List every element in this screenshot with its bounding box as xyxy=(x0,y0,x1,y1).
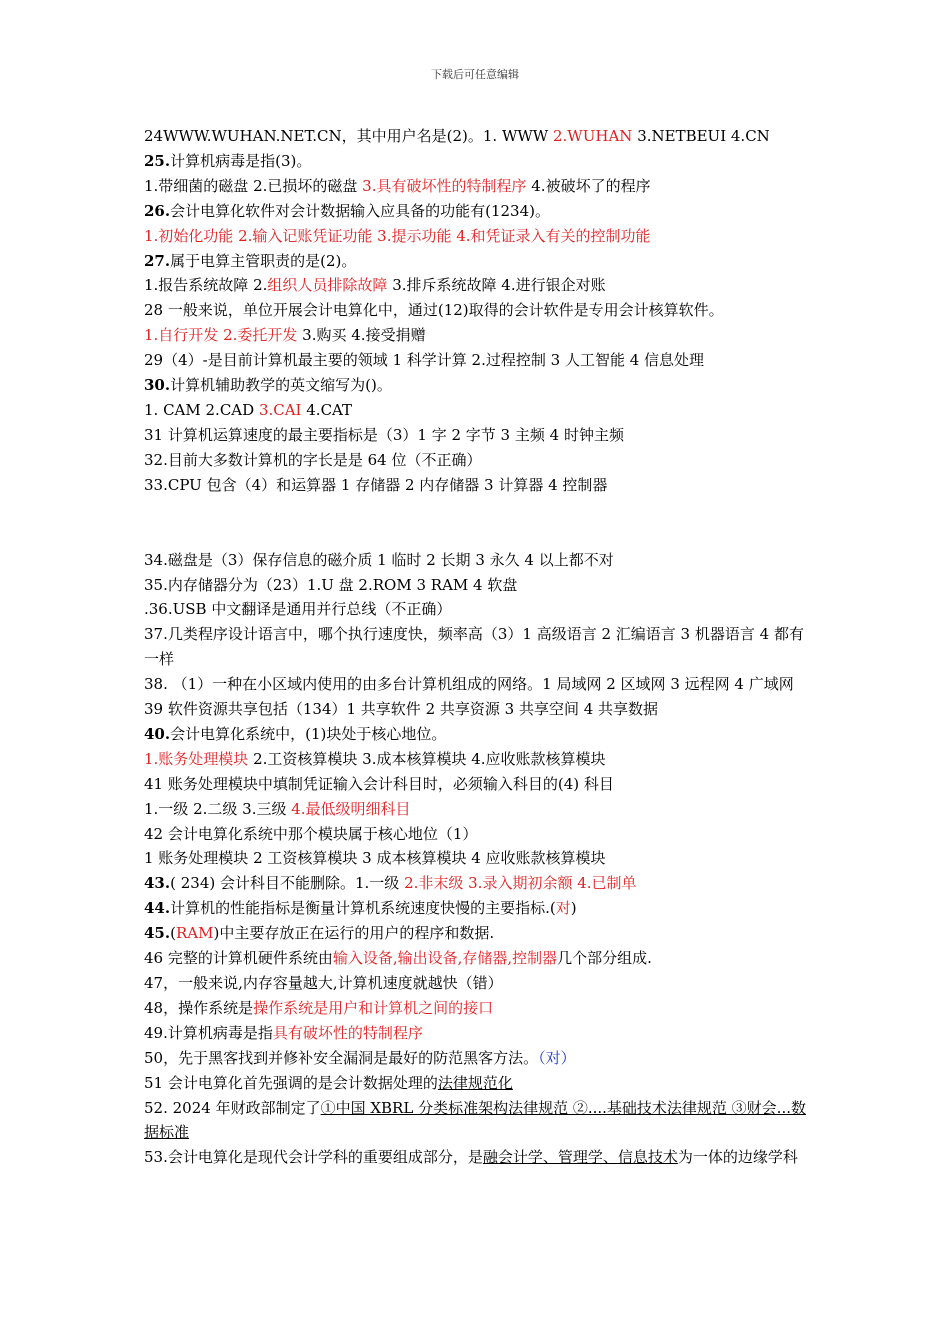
text-line xyxy=(144,174,808,199)
text-segment: 26. xyxy=(144,201,171,220)
text-line xyxy=(144,199,808,224)
text-segment: 4.被破坏了的程序 xyxy=(526,176,651,195)
text-line xyxy=(144,1145,808,1170)
text-segment: 会计电算化系统中，(1)块处于核心地位。 xyxy=(170,724,447,743)
text-segment: 计算机的性能指标是衡量计算机系统速度快慢的主要指标.( xyxy=(170,899,556,918)
text-line xyxy=(144,622,808,672)
text-segment: 25. xyxy=(144,151,171,170)
text-line xyxy=(144,398,808,423)
text-segment: 4.最低级明细科目 xyxy=(291,799,411,818)
text-segment: （对） xyxy=(538,1048,576,1067)
text-segment: 2.工资核算模块 3.成本核算模块 4.应收账款核算模块 xyxy=(248,749,606,768)
text-segment: 52. 2024 年财政部制定了 xyxy=(144,1098,321,1117)
text-line xyxy=(144,921,808,946)
text-segment: 27. xyxy=(144,251,171,270)
text-segment: 1.报告系统故障 2. xyxy=(144,276,268,295)
text-line xyxy=(144,1096,808,1146)
text-segment: 1.自行开发 2.委托开发 xyxy=(144,326,298,345)
text-line xyxy=(144,124,808,149)
text-segment: 31 计算机运算速度的最主要指标是（3）1 字 2 字节 3 主频 4 时钟主频 xyxy=(144,425,624,444)
text-segment: 法律规范化 xyxy=(437,1073,513,1092)
text-line xyxy=(144,373,808,398)
text-segment: 32.目前大多数计算机的字长是是 64 位（不正确） xyxy=(144,450,482,469)
text-segment: 50，先于黑客找到并修补安全漏洞是最好的防范黑客方法。 xyxy=(144,1048,539,1067)
text-segment: 为一体的边缘学科 xyxy=(677,1148,798,1167)
text-segment: 28 一般来说，单位开展会计电算化中，通过(12)取得的会计软件是专用会计核算软件。 xyxy=(144,301,724,320)
text-line xyxy=(144,448,808,473)
text-segment: 3.CAI xyxy=(258,400,302,419)
text-line xyxy=(144,871,808,896)
text-segment: ①中国 XBRL 分类标准架构法律规范 ②....基础技术法律规范 ③财会...数据标准 xyxy=(144,1098,806,1142)
blank-gap xyxy=(144,498,808,548)
text-segment: 操作系统是用户和计算机之间的接口 xyxy=(253,998,494,1017)
text-segment: 输入设备,输出设备,存储器,控制器 xyxy=(332,949,558,968)
text-segment: .36.USB 中文翻译是通用并行总线（不正确） xyxy=(144,600,452,619)
text-line xyxy=(144,722,808,747)
text-line xyxy=(144,273,808,298)
text-segment: 组织人员排除故障 xyxy=(267,276,388,295)
text-segment: 对 xyxy=(555,899,571,918)
text-segment: 46 完整的计算机硬件系统由 xyxy=(144,949,333,968)
text-segment: 41 账务处理模块中填制凭证输入会计科目时，必须输入科目的(4) 科目 xyxy=(144,774,614,793)
text-segment: 3.购买 4.接受捐赠 xyxy=(297,326,426,345)
text-line xyxy=(144,822,808,847)
text-line xyxy=(144,573,808,598)
text-segment: 44. xyxy=(144,899,171,918)
text-segment: 37.几类程序设计语言中，哪个执行速度快，频率高（3）1 高级语言 2 汇编语言 3 机器语言 4 都有一样 xyxy=(144,625,804,669)
text-segment: 1 账务处理模块 2 工资核算模块 3 成本核算模块 4 应收账款核算模块 xyxy=(144,849,606,868)
text-line xyxy=(144,747,808,772)
text-segment: 2.非末级 3.录入期初余额 4.已制单 xyxy=(404,874,637,893)
text-segment: 4.CAT xyxy=(301,400,353,419)
text-segment: 30. xyxy=(144,376,171,395)
text-segment: 42 会计电算化系统中那个模块属于核心地位（1） xyxy=(144,824,478,843)
text-line xyxy=(144,224,808,249)
text-segment: 1.初始化功能 2.输入记账凭证功能 3.提示功能 4.和凭证录入有关的控制功能 xyxy=(144,226,651,245)
text-segment: 49.计算机病毒是指 xyxy=(144,1023,273,1042)
text-segment: 40. xyxy=(144,724,171,743)
text-segment: 29（4）-是目前计算机最主要的领域 1 科学计算 2.过程控制 3 人工智能 4 信息处理 xyxy=(144,351,705,370)
text-line xyxy=(144,996,808,1021)
text-segment: 38. （1）一种在小区域内使用的由多台计算机组成的网络。1 局域网 2 区域网 3 远程网 4 广域网 xyxy=(144,675,794,694)
text-segment: 几个部分组成. xyxy=(557,949,652,968)
text-line xyxy=(144,298,808,323)
text-segment: 1. CAM 2.CAD xyxy=(144,400,259,419)
text-segment: 1.一级 2.二级 3.三级 xyxy=(144,799,292,818)
text-segment: 计算机病毒是指(3)。 xyxy=(170,151,312,170)
text-segment: 2.WUHAN xyxy=(553,127,633,145)
text-line xyxy=(144,548,808,573)
text-segment: 3.NETBEUI 4.CN xyxy=(632,127,770,145)
text-segment: 3.具有破坏性的特制程序 xyxy=(362,176,527,195)
document-body xyxy=(144,124,808,1170)
text-line xyxy=(144,348,808,373)
text-segment: 计算机辅助教学的英文缩写为()。 xyxy=(170,376,392,395)
text-line xyxy=(144,323,808,348)
text-segment: 具有破坏性的特制程序 xyxy=(272,1023,423,1042)
text-segment: 34.磁盘是（3）保存信息的磁介质 1 临时 2 长期 3 永久 4 以上都不对 xyxy=(144,550,614,569)
text-segment: 1.账务处理模块 xyxy=(144,749,249,768)
text-segment: RAM xyxy=(175,924,214,943)
text-line xyxy=(144,1071,808,1096)
text-segment: 35.内存储器分为（23）1.U 盘 2.ROM 3 RAM 4 软盘 xyxy=(144,575,518,594)
text-segment: ( 234) 会计科目不能删除。1.一级 xyxy=(170,874,405,893)
text-segment: 3.排斥系统故障 4.进行银企对账 xyxy=(387,276,606,295)
text-segment: 会计电算化软件对会计数据输入应具备的功能有(1234)。 xyxy=(170,201,550,220)
text-segment: ( xyxy=(170,924,176,943)
text-segment: 属于电算主管职责的是(2)。 xyxy=(170,251,357,270)
text-segment: 24WWW.WUHAN.NET.CN，其中用户名是(2)。1. WWW xyxy=(144,127,553,145)
text-segment: 47，一般来说,内存容量越大,计算机速度就越快（错） xyxy=(144,974,503,992)
text-line xyxy=(144,672,808,697)
text-line xyxy=(144,423,808,448)
text-line xyxy=(144,149,808,174)
text-segment: 43. xyxy=(144,874,171,893)
text-segment: 融会计学、管理学、信息技术 xyxy=(482,1148,678,1167)
text-line xyxy=(144,971,808,996)
text-segment: )中主要存放正在运行的用户的程序和数据. xyxy=(213,924,495,943)
text-segment: 53.会计电算化是现代会计学科的重要组成部分，是 xyxy=(144,1148,483,1167)
text-line xyxy=(144,597,808,622)
text-segment: 48，操作系统是 xyxy=(144,998,254,1017)
text-line xyxy=(144,697,808,722)
text-segment: 51 会计电算化首先强调的是会计数据处理的 xyxy=(144,1073,438,1092)
text-line xyxy=(144,1021,808,1046)
text-line xyxy=(144,896,808,921)
text-segment: ) xyxy=(570,899,577,918)
text-line xyxy=(144,473,808,498)
text-segment: 1.带细菌的磁盘 2.已损坏的磁盘 xyxy=(144,176,363,195)
text-line xyxy=(144,249,808,274)
text-segment: 33.CPU 包含（4）和运算器 1 存储器 2 内存储器 3 计算器 4 控制器 xyxy=(144,475,608,494)
text-segment: 45. xyxy=(144,924,171,943)
text-line xyxy=(144,797,808,822)
text-line xyxy=(144,1046,808,1071)
text-line xyxy=(144,772,808,797)
text-line xyxy=(144,846,808,871)
text-segment: 39 软件资源共享包括（134）1 共享软件 2 共享资源 3 共享空间 4 共享数据 xyxy=(144,700,659,719)
text-line xyxy=(144,946,808,971)
page-header: 下载后可任意编辑 xyxy=(431,68,519,81)
